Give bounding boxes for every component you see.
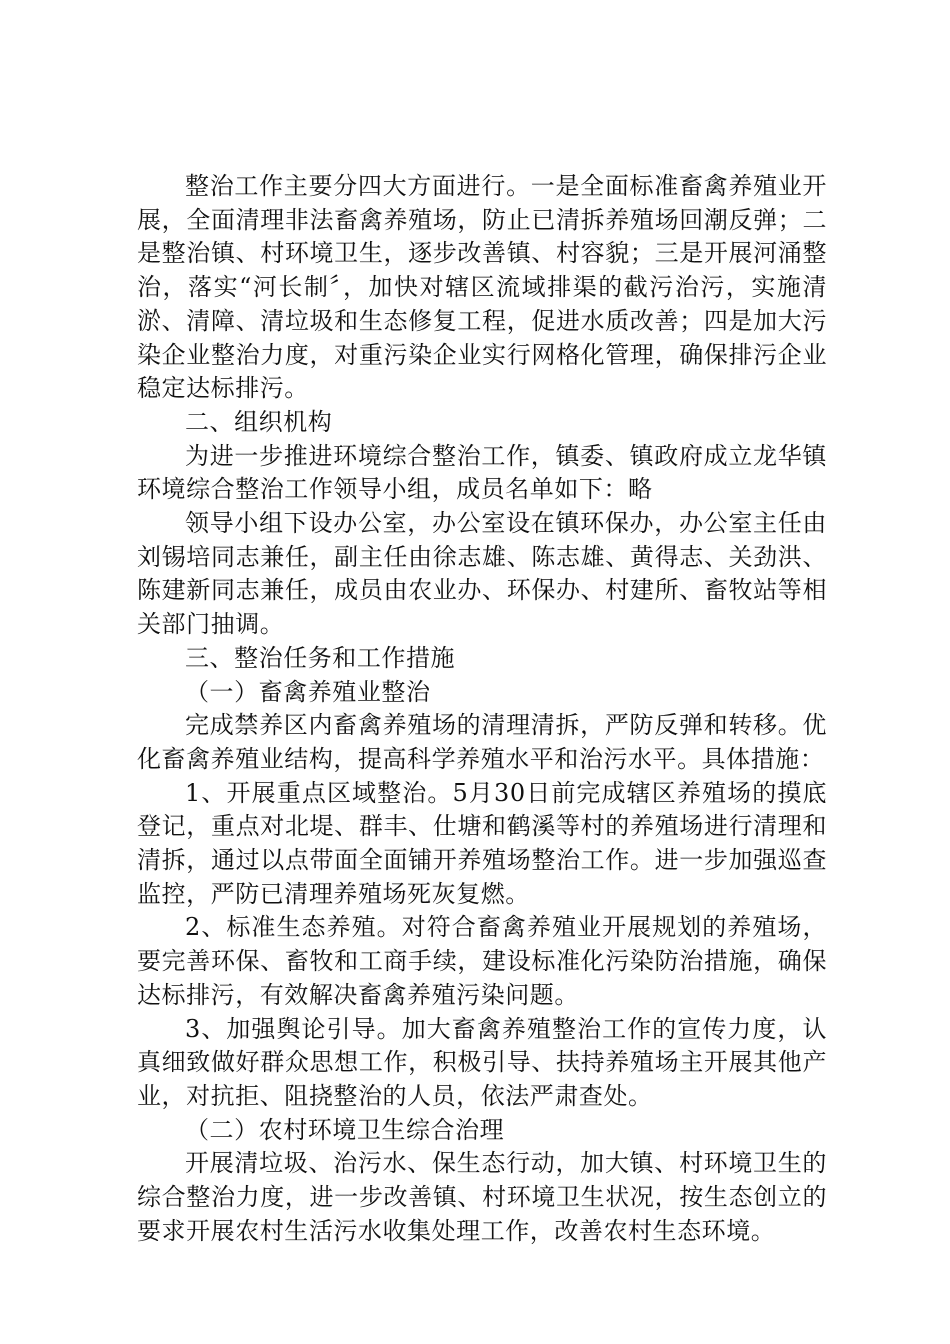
heading-tasks-measures: 三、整治任务和工作措施 xyxy=(185,643,456,672)
heading-organization: 二、组织机构 xyxy=(185,407,333,436)
subheading-rural-sanitation: （二）农村环境卫生综合治理 xyxy=(185,1115,505,1144)
document-body xyxy=(137,170,827,1249)
paragraph-measure-3: 3、加强舆论引导。加大畜禽养殖整治工作的宣传力度，认真细致做好群众思想工作，积极引导、扶持养殖场主开展其他产业，对抗拒、阻挠整治的人员，依法严肃查处。 xyxy=(137,1014,827,1110)
paragraph-measure-1: 1、开展重点区域整治。5月30日前完成辖区养殖场的摸底登记，重点对北堤、群丰、仕塘和鹤溪等村的养殖场进行清理和清拆，通过以点带面全面铺开养殖场整治工作。进一步加强巡查监控，严防已清理养殖场死灰复燃。 xyxy=(137,778,827,908)
paragraph-leading-group: 为进一步推进环境综合整治工作，镇委、镇政府成立龙华镇环境综合整治工作领导小组，成员名单如下：略 xyxy=(137,441,827,504)
paragraph-office: 领导小组下设办公室，办公室设在镇环保办，办公室主任由刘锡培同志兼任，副主任由徐志雄、陈志雄、黄得志、关劲洪、陈建新同志兼任，成员由农业办、环保办、村建所、畜牧站等相关部门抽调。 xyxy=(137,509,827,639)
paragraph-livestock-intro: 完成禁养区内畜禽养殖场的清理清拆，严防反弹和转移。优化畜禽养殖业结构，提高科学养殖水平和治污水平。具体措施： xyxy=(137,711,827,773)
paragraph-measure-2: 2、标准生态养殖。对符合畜禽养殖业开展规划的养殖场，要完善环保、畜牧和工商手续，建设标准化污染防治措施，确保达标排污，有效解决畜禽养殖污染问题。 xyxy=(137,913,827,1009)
paragraph-overview: 整治工作主要分四大方面进行。一是全面标准畜禽养殖业开展，全面清理非法畜禽养殖场，防止已清拆养殖场回潮反弹；二是整治镇、村环境卫生，逐步改善镇、村容貌；三是开展河涌整治，落实“河长制〞，加快对辖区流域排渠的截污治污，实施清淤、清障、清垃圾和生态修复工程，促进水质改善；四是加大污染企业整治力度，对重污染企业实行网格化管理，确保排污企业稳定达标排污。 xyxy=(137,172,827,403)
paragraph-rural-sanitation: 开展清垃圾、治污水、保生态行动，加大镇、村环境卫生的综合整治力度，进一步改善镇、村环境卫生状况，按生态创立的要求开展农村生活污水收集处理工作，改善农村生态环境。 xyxy=(137,1149,827,1245)
subheading-livestock: （一）畜禽养殖业整治 xyxy=(185,677,431,706)
